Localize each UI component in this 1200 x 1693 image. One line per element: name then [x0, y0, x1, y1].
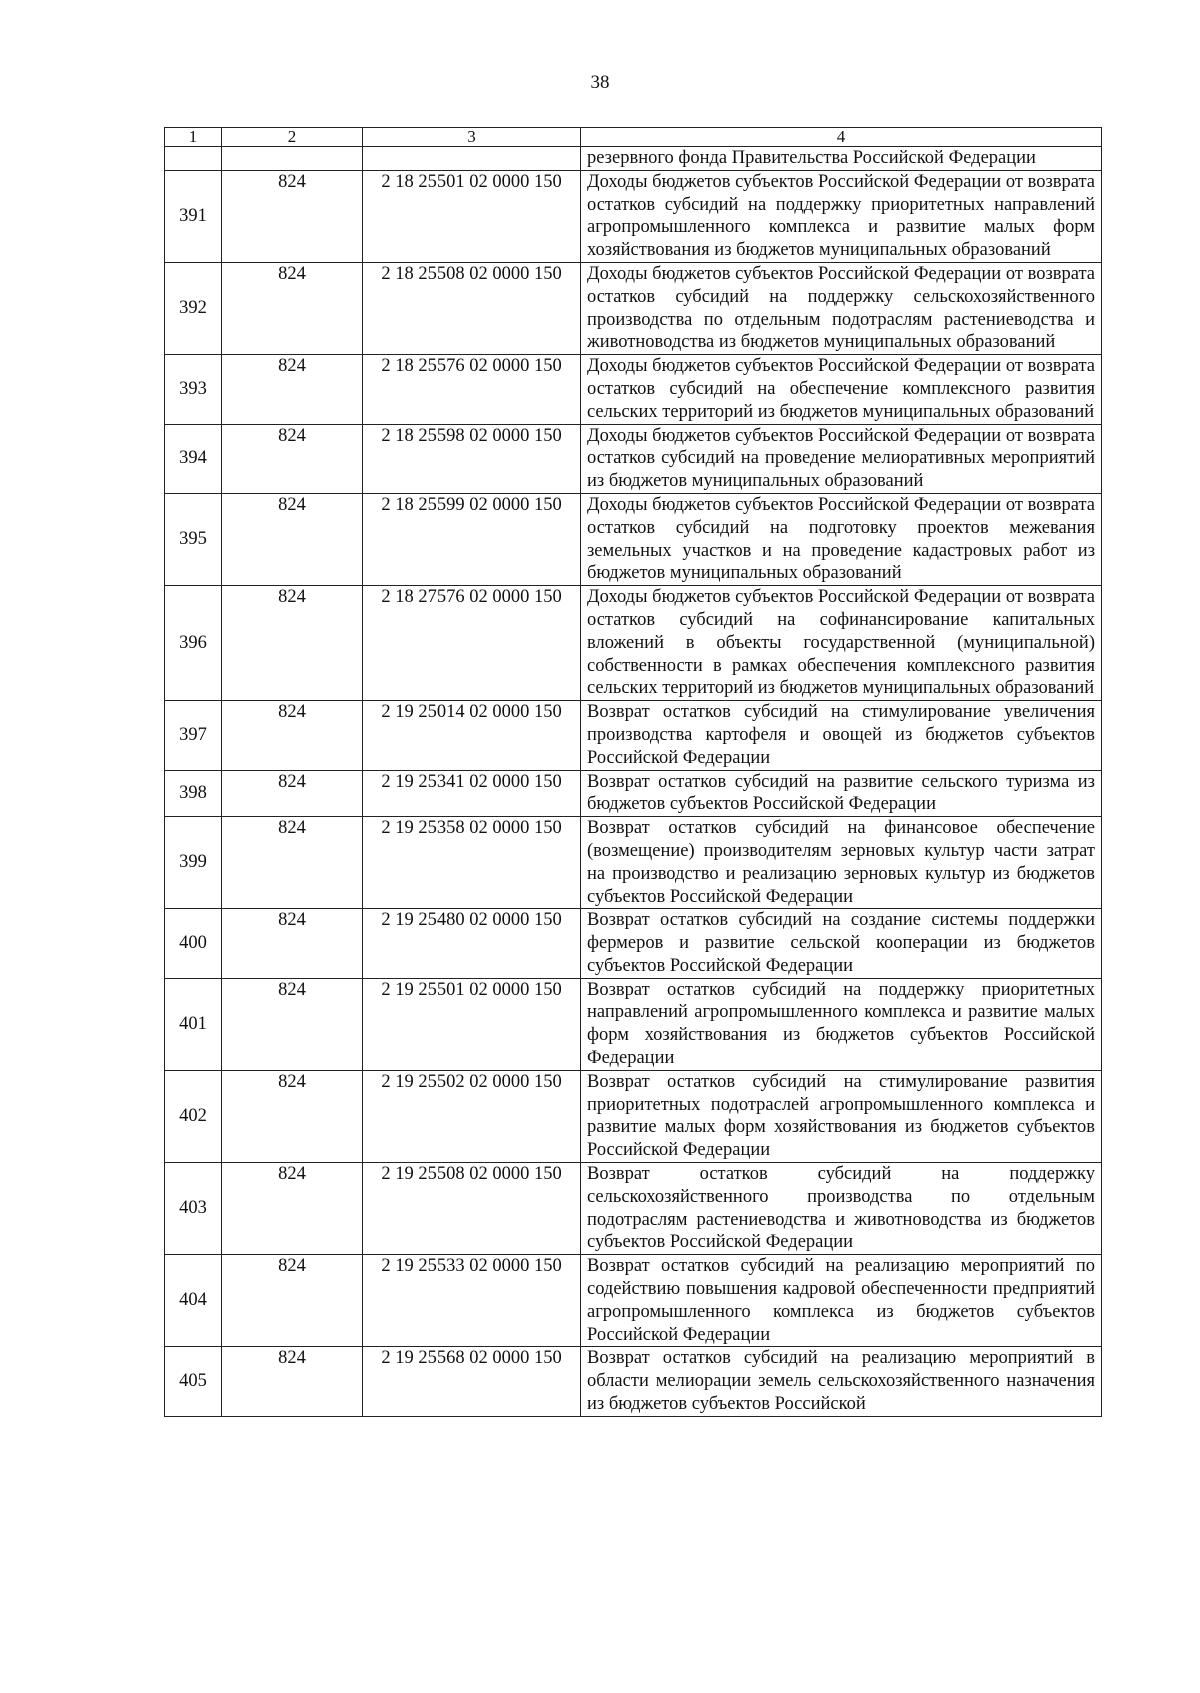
budget-classification-code: 2 19 25501 02 0000 150: [363, 978, 581, 1070]
row-number: 395: [165, 493, 222, 585]
admin-code: 824: [222, 1255, 363, 1347]
table-row: [165, 1163, 1102, 1255]
income-description: Возврат остатков субсидий на поддержку сельскохозяйственного производства по отдельным подотраслям растениеводства и животноводства из бюджетов субъектов Российской Федерации: [581, 1163, 1102, 1255]
admin-code: 824: [222, 1163, 363, 1255]
income-description: Возврат остатков субсидий на создание системы поддержки фермеров и развитие сельской кооперации из бюджетов субъектов Российской Федерации: [581, 909, 1102, 978]
row-number: 399: [165, 817, 222, 909]
income-description: Доходы бюджетов субъектов Российской Федерации от возврата остатков субсидий на софинансирование капитальных вложений в объекты государственной (муниципальной) собственности в рамках обеспечения комплексного развития сельских территорий из бюджетов муниципальных образований: [581, 586, 1102, 701]
table-row: [165, 493, 1102, 585]
row-number: 397: [165, 701, 222, 770]
row-number: 396: [165, 586, 222, 701]
budget-classification-code: 2 18 25501 02 0000 150: [363, 170, 581, 262]
row-number: 403: [165, 1163, 222, 1255]
table-row: [165, 1070, 1102, 1162]
admin-code: 824: [222, 355, 363, 424]
empty-cell: [363, 147, 581, 171]
row-number: 404: [165, 1255, 222, 1347]
admin-code: 824: [222, 770, 363, 817]
admin-code: 824: [222, 817, 363, 909]
admin-code: 824: [222, 909, 363, 978]
income-description: Возврат остатков субсидий на реализацию мероприятий в области мелиорации земель сельскохозяйственного назначения из бюджетов субъектов Российской: [581, 1347, 1102, 1416]
budget-classification-code: 2 18 25598 02 0000 150: [363, 424, 581, 493]
row-number: 400: [165, 909, 222, 978]
row-number: 393: [165, 355, 222, 424]
row-number: 391: [165, 170, 222, 262]
budget-classification-code: 2 19 25533 02 0000 150: [363, 1255, 581, 1347]
table-row: [165, 909, 1102, 978]
table-row: [165, 586, 1102, 701]
income-description: Возврат остатков субсидий на стимулирование развития приоритетных подотраслей агропромышленного комплекса и развитие малых форм хозяйствования из бюджетов субъектов Российской Федерации: [581, 1070, 1102, 1162]
budget-codes-table: [164, 127, 1102, 1417]
income-description: Возврат остатков субсидий на финансовое обеспечение (возмещение) производителям зерновых культур части затрат на производство и реализацию зерновых культур из бюджетов субъектов Российской Федерации: [581, 817, 1102, 909]
income-description: Возврат остатков субсидий на поддержку приоритетных направлений агропромышленного комплекса и развитие малых форм хозяйствования из бюджетов субъектов Российской Федерации: [581, 978, 1102, 1070]
row-number: 394: [165, 424, 222, 493]
header-cell: 3: [363, 128, 581, 147]
row-number: 402: [165, 1070, 222, 1162]
admin-code: 824: [222, 262, 363, 354]
continuation-row: [165, 147, 1102, 171]
table-row: [165, 817, 1102, 909]
admin-code: 824: [222, 1347, 363, 1416]
income-description: Доходы бюджетов субъектов Российской Федерации от возврата остатков субсидий на поддержку сельскохозяйственного производства по отдельным подотраслям растениеводства и животноводства из бюджетов муниципальных образований: [581, 262, 1102, 354]
table-row: [165, 170, 1102, 262]
table-row: [165, 262, 1102, 354]
admin-code: 824: [222, 170, 363, 262]
page-number: 38: [590, 72, 610, 93]
table-row: [165, 1255, 1102, 1347]
row-number: 398: [165, 770, 222, 817]
empty-cell: [165, 147, 222, 171]
budget-classification-code: 2 18 27576 02 0000 150: [363, 586, 581, 701]
table-row: [165, 701, 1102, 770]
admin-code: 824: [222, 586, 363, 701]
budget-classification-code: 2 19 25568 02 0000 150: [363, 1347, 581, 1416]
admin-code: 824: [222, 1070, 363, 1162]
admin-code: 824: [222, 701, 363, 770]
income-description: Доходы бюджетов субъектов Российской Федерации от возврата остатков субсидий на проведение мелиоративных мероприятий из бюджетов муниципальных образований: [581, 424, 1102, 493]
header-cell: 4: [581, 128, 1102, 147]
continuation-text: резервного фонда Правительства Российской Федерации: [581, 147, 1102, 171]
table-row: [165, 978, 1102, 1070]
budget-classification-code: 2 19 25508 02 0000 150: [363, 1163, 581, 1255]
row-number: 405: [165, 1347, 222, 1416]
header-cell: 2: [222, 128, 363, 147]
income-description: Возврат остатков субсидий на стимулирование увеличения производства картофеля и овощей из бюджетов субъектов Российской Федерации: [581, 701, 1102, 770]
income-description: Доходы бюджетов субъектов Российской Федерации от возврата остатков субсидий на обеспечение комплексного развития сельских территорий из бюджетов муниципальных образований: [581, 355, 1102, 424]
budget-classification-code: 2 18 25508 02 0000 150: [363, 262, 581, 354]
header-cell: 1: [165, 128, 222, 147]
income-description: Доходы бюджетов субъектов Российской Федерации от возврата остатков субсидий на поддержку приоритетных направлений агропромышленного комплекса и развитие малых форм хозяйствования из бюджетов муниципальных образований: [581, 170, 1102, 262]
income-description: Возврат остатков субсидий на развитие сельского туризма из бюджетов субъектов Российской Федерации: [581, 770, 1102, 817]
budget-classification-code: 2 18 25599 02 0000 150: [363, 493, 581, 585]
budget-classification-code: 2 19 25502 02 0000 150: [363, 1070, 581, 1162]
budget-classification-code: 2 19 25358 02 0000 150: [363, 817, 581, 909]
table-row: [165, 1347, 1102, 1416]
budget-classification-code: 2 19 25341 02 0000 150: [363, 770, 581, 817]
table-row: [165, 770, 1102, 817]
table-row: [165, 424, 1102, 493]
budget-classification-code: 2 19 25480 02 0000 150: [363, 909, 581, 978]
table-row: [165, 355, 1102, 424]
admin-code: 824: [222, 424, 363, 493]
row-number: 392: [165, 262, 222, 354]
admin-code: 824: [222, 493, 363, 585]
empty-cell: [222, 147, 363, 171]
income-description: Доходы бюджетов субъектов Российской Федерации от возврата остатков субсидий на подготовку проектов межевания земельных участков и на проведение кадастровых работ из бюджетов муниципальных образований: [581, 493, 1102, 585]
table-header-row: [165, 128, 1102, 147]
income-description: Возврат остатков субсидий на реализацию мероприятий по содействию повышения кадровой обеспеченности предприятий агропромышленного комплекса из бюджетов субъектов Российской Федерации: [581, 1255, 1102, 1347]
admin-code: 824: [222, 978, 363, 1070]
budget-classification-code: 2 19 25014 02 0000 150: [363, 701, 581, 770]
budget-classification-code: 2 18 25576 02 0000 150: [363, 355, 581, 424]
row-number: 401: [165, 978, 222, 1070]
